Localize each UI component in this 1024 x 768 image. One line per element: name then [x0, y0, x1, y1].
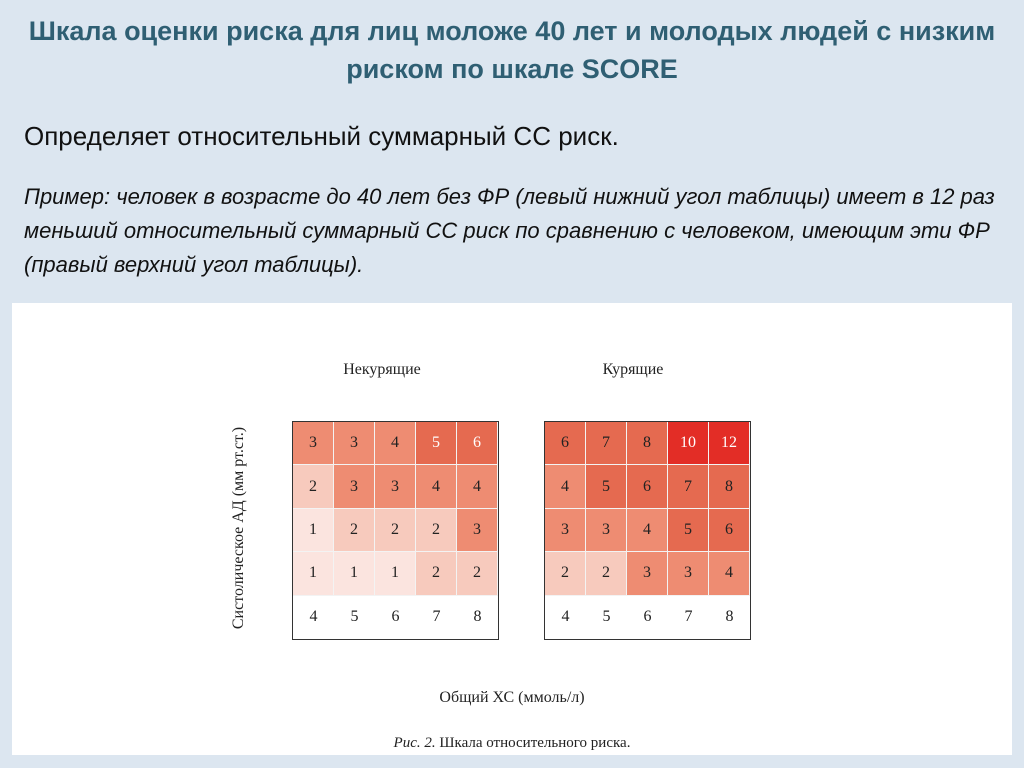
heatmap-cell: 12 [709, 422, 750, 465]
x-tick-label: 5 [334, 596, 375, 639]
heatmap-cell: 2 [334, 509, 375, 552]
x-tick-label: 7 [416, 596, 457, 639]
heatmap-cell: 7 [668, 465, 709, 508]
risk-chart-figure [12, 303, 1012, 755]
heatmap-cell: 6 [545, 422, 586, 465]
heatmap-cell: 7 [586, 422, 627, 465]
heatmap-cell: 2 [457, 552, 498, 595]
heatmap-cell: 2 [375, 509, 416, 552]
heatmap-cell: 4 [375, 422, 416, 465]
heatmap-cell: 10 [668, 422, 709, 465]
x-tick-label: 6 [627, 596, 668, 639]
heatmap-cell: 2 [586, 552, 627, 595]
heatmap-cell: 3 [545, 509, 586, 552]
heatmap-cell: 3 [334, 465, 375, 508]
heatmap-cell: 1 [293, 552, 334, 595]
heatmap-cell: 6 [457, 422, 498, 465]
heatmap-cell: 2 [416, 509, 457, 552]
figure-caption [262, 735, 762, 752]
heatmap-cell: 3 [627, 552, 668, 595]
x-tick-label: 8 [457, 596, 498, 639]
heatmap-cell: 5 [668, 509, 709, 552]
heatmap-cell: 5 [586, 465, 627, 508]
x-tick-label: 6 [375, 596, 416, 639]
heatmap-cell: 2 [545, 552, 586, 595]
panel-title-smokers: Курящие [602, 361, 664, 378]
heatmap-cell: 5 [416, 422, 457, 465]
caption-prefix: Рис. 2. [393, 735, 436, 751]
heatmap-cell: 1 [293, 509, 334, 552]
x-tick-label: 7 [668, 596, 709, 639]
heatmap-cell: 4 [545, 465, 586, 508]
heatmap-cell: 8 [627, 422, 668, 465]
heatmap-cell: 6 [709, 509, 750, 552]
heatmap-cell: 3 [668, 552, 709, 595]
slide-title: Шкала оценки риска для лиц моложе 40 лет и молодых людей с низким риском по шкале SCORE [28, 16, 996, 84]
panel-title-nonsmokers: Некурящие [343, 361, 421, 378]
heatmap-cell: 3 [586, 509, 627, 552]
heatmap-cell: 1 [334, 552, 375, 595]
x-tick-label: 4 [545, 596, 586, 639]
heatmap-cell: 2 [416, 552, 457, 595]
heatmap-cell: 3 [457, 509, 498, 552]
heatmap-cell: 3 [293, 422, 334, 465]
heatmap-cell: 2 [293, 465, 334, 508]
heatmap-cell: 3 [334, 422, 375, 465]
heatmap-cell: 1 [375, 552, 416, 595]
slide-subtitle: Определяет относительный суммарный СС риск. [24, 121, 619, 151]
y-axis-label: Систолическое АД (мм рт.ст.) [230, 426, 247, 630]
x-tick-label: 4 [293, 596, 334, 639]
heatmap-cell: 4 [709, 552, 750, 595]
x-axis-label: Общий ХС (ммоль/л) [439, 689, 585, 706]
heatmap-cell: 4 [627, 509, 668, 552]
heatmap-nonsmokers [292, 421, 499, 640]
x-tick-label: 5 [586, 596, 627, 639]
x-tick-label: 8 [709, 596, 750, 639]
heatmap-smokers [544, 421, 751, 640]
heatmap-cell: 4 [416, 465, 457, 508]
heatmap-cell: 6 [627, 465, 668, 508]
example-text: Пример: человек в возрасте до 40 лет без ФР (левый нижний угол таблицы) имеет в 12 раз меньший относительный суммарный СС риск по сравнению с человеком, имеющим эти ФР (правый верхний угол таблицы). [24, 184, 995, 277]
heatmap-cell: 4 [457, 465, 498, 508]
heatmap-cell: 3 [375, 465, 416, 508]
caption-text: Шкала относительного риска. [435, 735, 631, 751]
heatmap-cell: 8 [709, 465, 750, 508]
